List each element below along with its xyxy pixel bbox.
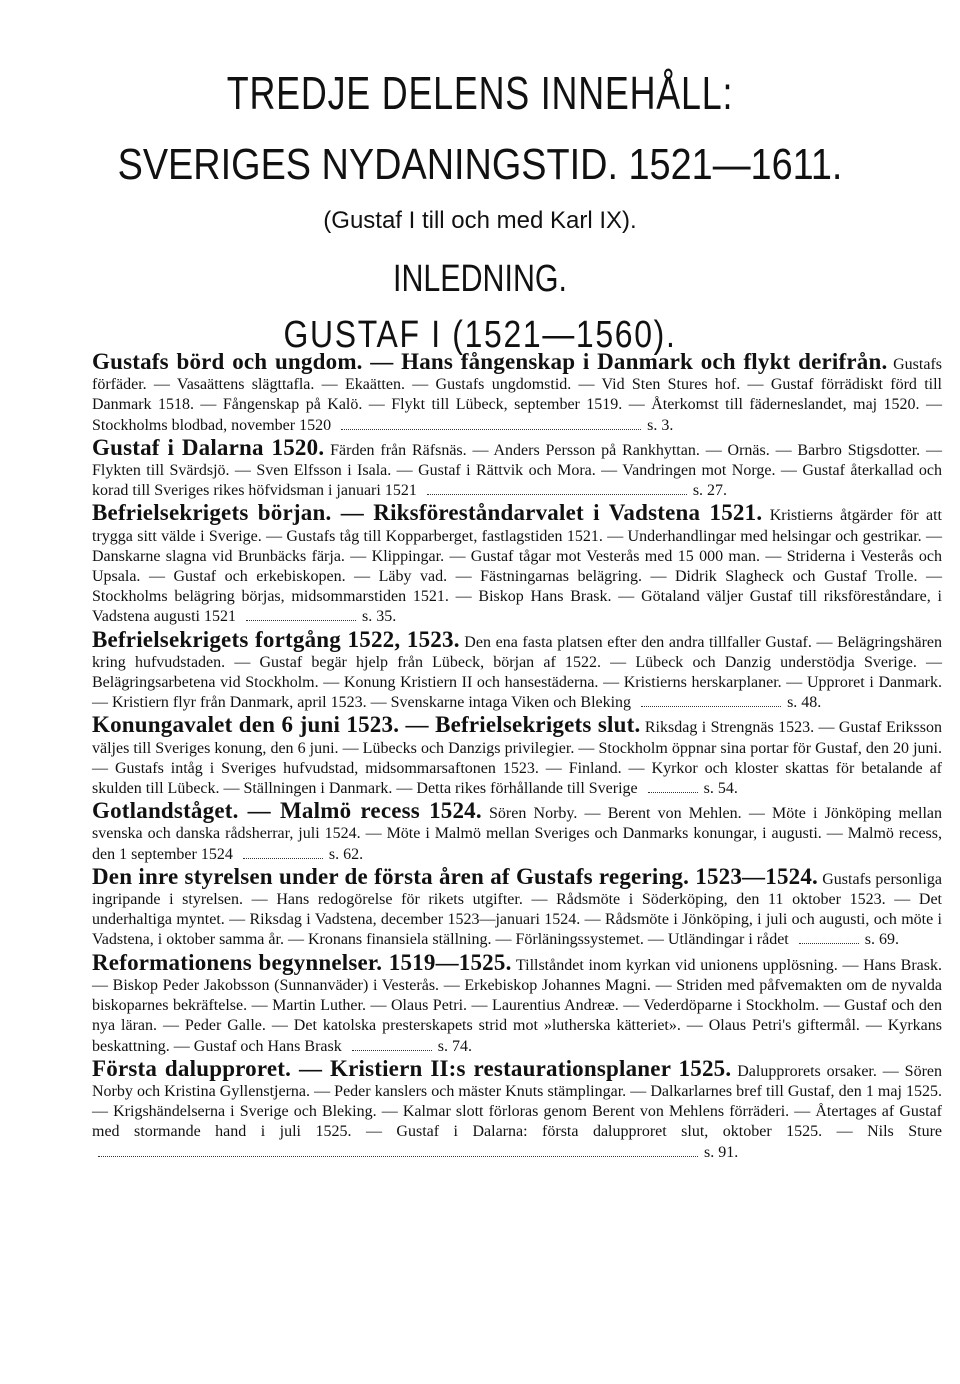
toc-entry bbox=[92, 500, 943, 627]
section-text: Gustafs personliga ingripande i styrelsen. — Hans redogörelse för rikets utgifter. — Rådsmöte i Söderköping, den 11 oktober 1523. — Det underhaltiga myntet. — Riksdag i Vadstena, december 1523—januari 1524. — Rådsmöte i Jönköping, i juli och augusti, och möte i Vadstena, i oktober samma år. — Kronans finansiela ställning. — Förläningssystemet. — Utländingar i rådet bbox=[92, 870, 943, 949]
page-reference: s. 35. bbox=[240, 608, 396, 625]
toc-entry bbox=[92, 626, 943, 714]
page-reference: s. 48. bbox=[635, 694, 821, 711]
section-title: Konungavalet den 6 juni 1523. — Befrielsekrigets slut. bbox=[92, 712, 641, 738]
part-title: TREDJE DELENS INNEHÅLL: bbox=[226, 67, 734, 119]
section-text: Gustafs förfäder. — Vasaättens slägttafla. — Ekaätten. — Gustafs ungdomstid. — Vid Sten Stures hof. — Gustaf förrädiskt förd till Danmark 1518. — Fångenskap på Kalö. — Flykt till Lübeck, september 1519. — Återkomst till fäderneslandet, maj 1520. — Stockholms blodbad, november 1520 bbox=[92, 356, 943, 434]
page-reference: s. 74. bbox=[346, 1038, 472, 1055]
page-reference: s. 3. bbox=[335, 417, 673, 434]
intro-heading: INLEDNING. bbox=[393, 258, 567, 300]
page-reference: s. 69. bbox=[793, 931, 899, 948]
section-title: Befrielsekrigets början. — Riksföreståndarvalet i Vadstena 1521. bbox=[92, 500, 763, 526]
section-title: Reformationens begynnelser. 1519—1525. bbox=[92, 949, 512, 975]
section-text: Riksdag i Strengnäs 1523. — Gustaf Eriksson väljes till Sveriges konung, den 6 juni. — Lübecks och Danzigs privilegier. — Stockholm öppnar sina portar för Gustaf, den 20 juni. — Gustafs intåg i Sveriges hufvudstad, midsommarsaftonen 1523. — Finland. — Kyrkor och kloster skattas för betalande af skulden till Lübeck. — Ställningen i Danmark. — Detta rikes förhållande till Sverige bbox=[92, 719, 943, 798]
era-subtitle: (Gustaf I till och med Karl IX). bbox=[323, 207, 637, 234]
contents-body bbox=[92, 349, 943, 1163]
page-reference: s. 62. bbox=[237, 846, 363, 863]
section-text: Tillståndet inom kyrkan vid unionens upplösning. — Hans Brask. — Biskop Peder Jakobsson (Sunnanväder) i Vesterås. — Erkebiskop Johannes Magni. — Striden med påfvemakten om de nyvalda biskoparnes bekräftelse. — Martin Luther. — Olaus Petri. — Laurentius Andreæ. — Vederdöparne i Stockholm. — Gustaf och den nya läran. — Peder Galle. — Det katolska presterskapets strid mot »lutherska kätteriet». — Olaus Petri's giftermål. — Kyrkans beskattning. — Gustaf och Hans Brask bbox=[92, 956, 942, 1055]
section-title: Gotlandståget. — Malmö recess 1524. bbox=[92, 798, 482, 824]
section-title: Gustafs börd och ungdom. — Hans fångenskap i Danmark och flykt derifrån. bbox=[92, 349, 888, 374]
section-text: Dalupprorets orsaker. — Sören Norby och Kristina Gyllenstjerna. — Peder kanslers och mäster Knuts stämplingar. — Dalkarlarnes bref till Gustaf, den 1 maj 1525. — Krigshändelserna i Sverige och Bleking. — Kalmar slott förloras genom Berent von Mehlens förräderi. — Återtages af Gustaf med stormande hand i juli 1525. — Gustaf i Dalarna: första dalupproret slut, oktober 1525. — Nils Sture bbox=[92, 1062, 942, 1141]
king-heading: GUSTAF I (1521—1560). bbox=[283, 314, 677, 356]
section-title: Den inre styrelsen under de första åren af Gustafs regering. 1523—1524. bbox=[92, 863, 819, 889]
section-text: Kristierns åtgärder för att trygga sitt välde i Sverige. — Gustafs tåg till Kopparberget, fastlagstiden 1521. — Underhandlingar med helsingar och gestrikar. — Danskarne slagna vid Brunbäcks färja. — Klippingar. — Gustaf tågar mot Vesterås med 15 000 man. — Striderna i Vesterås och Upsala. — Gustaf och erkebiskopen. — Läby vad. — Fästningarnas belägring. — Didrik Slagheck och Gustaf Trolle. — Stockholms belägring börjas, midsommarstiden 1521. — Biskop Hans Brask. — Götaland väljer Gustaf till riksföreståndare, i Vadstena augusti 1521 bbox=[92, 507, 943, 626]
section-title: Första dalupproret. — Kristiern II:s restaurationsplaner 1525. bbox=[92, 1055, 732, 1081]
toc-entry bbox=[92, 434, 942, 502]
toc-entry bbox=[92, 1055, 942, 1163]
section-title: Befrielsekrigets fortgång 1522, 1523. bbox=[92, 626, 460, 652]
toc-entry bbox=[92, 349, 943, 436]
toc-entry bbox=[92, 798, 943, 865]
toc-entry bbox=[92, 949, 942, 1057]
section-text: Den ena fasta platsen efter den andra tillfaller Gustaf. — Belägringshären kring hufvudstaden. — Gustaf begär hjelp från Lübeck, början af 1522. — Lübeck och Danzig understödja Sverige. — Belägringsarbetena vid Stockholm. — Konung Kristiern II och hansestäderna. — Kristierns herskarplaner. — Upproret i Danmark. — Kristiern flyr från Danmark, april 1523. — Svenskarne intaga Viken och Bleking bbox=[92, 633, 943, 712]
section-title: Gustaf i Dalarna 1520. bbox=[92, 434, 325, 460]
era-title: SVERIGES NYDANINGSTID. 1521—1611. bbox=[117, 140, 843, 189]
page-reference: s. 91. bbox=[92, 1144, 738, 1161]
toc-entry bbox=[92, 712, 943, 799]
page-reference: s. 54. bbox=[642, 780, 738, 797]
toc-entry bbox=[92, 863, 943, 951]
section-text: Sören Norby. — Berent von Mehlen. — Möte i Jönköping mellan svenska och danska rådsherrar, juli 1524. — Möte i Malmö mellan Sveriges och Danmarks konungar, i augusti. — Malmö recess, den 1 september 1524 bbox=[92, 805, 943, 863]
page-reference: s. 27. bbox=[421, 482, 727, 499]
section-text: Färden från Räfsnäs. — Anders Persson på Rankhyttan. — Ornäs. — Barbro Stigsdotter. — Flykten till Svärdsjö. — Sven Elfsson i Isala. — Gustaf i Rättvik och Mora. — Vandringen mot Norge. — Gustaf återkallad och korad till Sveriges rikes höfvidsman i januari 1521 bbox=[92, 441, 942, 500]
